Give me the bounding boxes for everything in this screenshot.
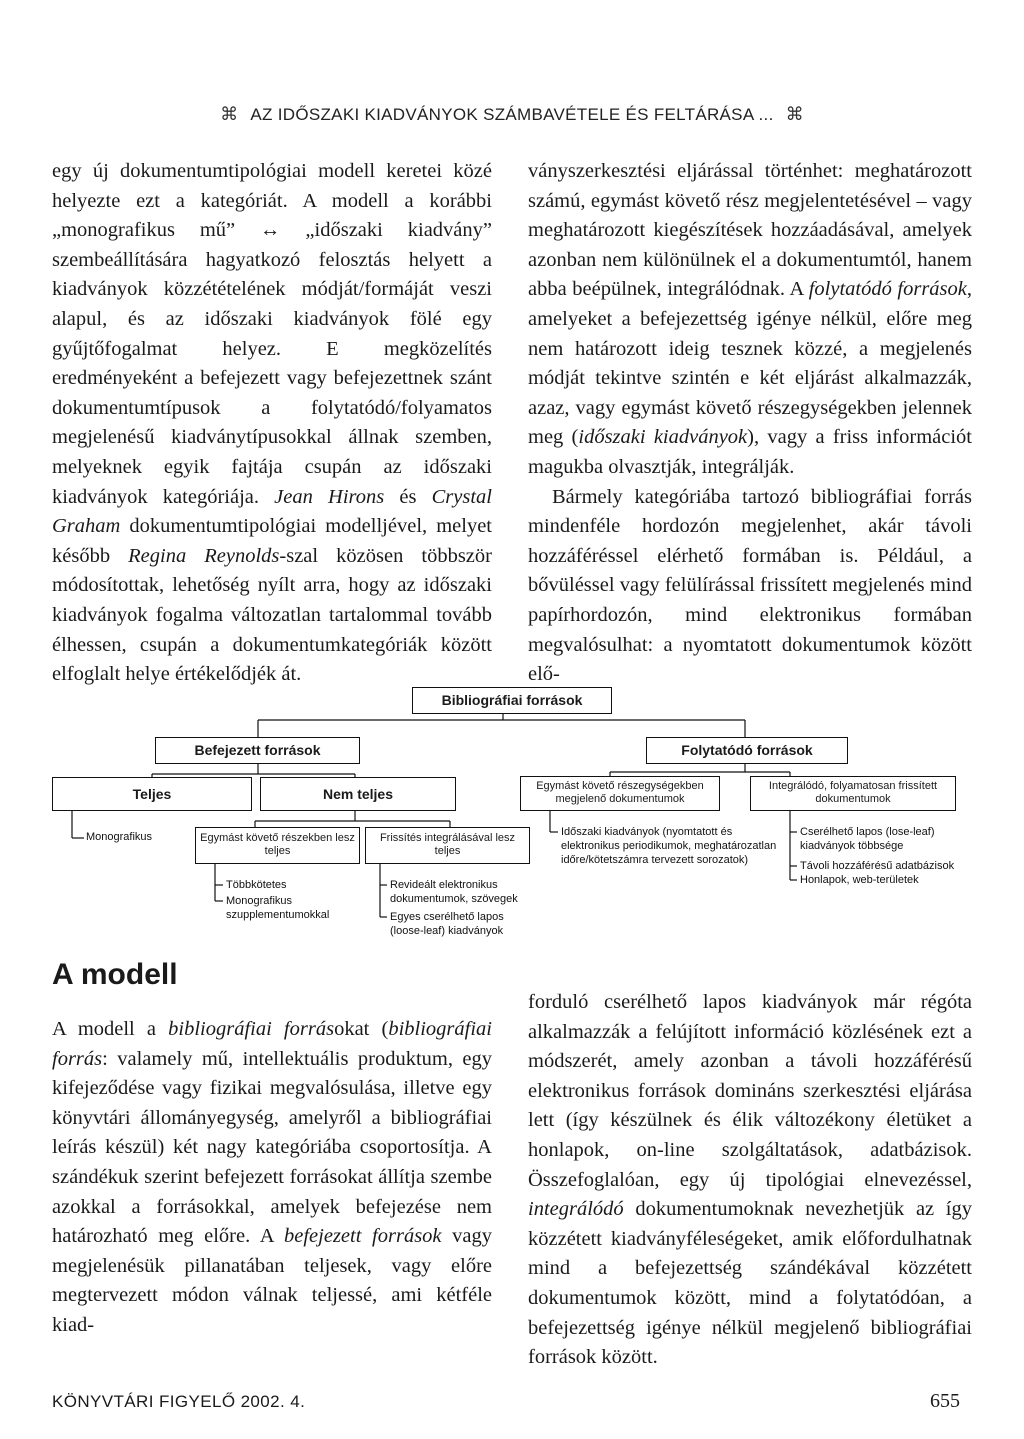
diagram-label-cserelheto: Cserélhető lapos (lose-leaf) kiadványok többsége	[800, 826, 935, 852]
body-column-bottom-left	[52, 1015, 492, 1341]
diagram-label-revidealt: Revideált elektronikus dokumentumok, szövegek	[390, 879, 518, 905]
paragraph: A modell a bibliográfiai forrásokat (bibliográfiai forrás: valamely mű, intellektuális produktum, egy kifejeződése vagy fizikai megvalósulása, illetve egy könyvtári állományegység, amelyről a bibliográfiai leírás készül) két nagy kategóriába csoportosítja. A szándékuk szerint befejezett forrásokat állítja szembe azokkal a forrásokkal, amelyek befejezése nem határozható meg előre. A befejezett források vagy megjelenésük pillanatában teljesek, vagy előre megtervezett módon válnak teljessé, ami kétféle kiad-	[52, 1018, 492, 1336]
diagram-node-frissites-integr: Frissítés integrálásával lesz teljes	[365, 827, 530, 864]
body-column-bottom-right	[528, 988, 972, 1373]
typology-diagram	[40, 680, 1000, 940]
diagram-node-egymast-kovet-teljes: Egymást követő részekben lesz teljes	[195, 827, 360, 864]
diagram-node-nem-teljes: Nem teljes	[260, 777, 456, 811]
section-heading: A modell	[52, 958, 178, 991]
diagram-node-befejezett: Befejezett források	[155, 737, 360, 764]
diagram-label-tavoli: Távoli hozzáférésű adatbázisok	[800, 860, 955, 872]
paragraph: egy új dokumentumtipológiai modell keretei közé helyezte ezt a kategóriát. A modell a korábbi „monografikus mű” ↔ „időszaki kiadvány” szembeállítására hagyatkozó felosztás helyett a kiadványok közzétételének módját/formáját veszi alapul, és az időszaki kiadványok fölé egy gyűjtőfogalmat helyez. E megközelítés eredményeként a befejezett vagy befejezettnek szánt dokumentumtípusok a folytatódó/folyamatos megjelenésű kiadványtípusokkal állnak szemben, melyeknek egyik fajtája csupán az időszaki kiadványok kategóriája. Jean Hirons és Crystal Graham dokumentumtipológiai modelljével, melyet később Regina Reynolds-szal közösen többször módosítottak, lehetőség nyílt arra, hogy az időszaki kiadványok fogalma változatlan tartalommal tovább élhessen, csupán a dokumentumkategóriák között elfoglalt helye értékelődjék át.	[52, 160, 492, 686]
diagram-label-monografikus-szuppl: Monografikus szupplementumokkal	[226, 895, 330, 921]
diagram-label-loose-leaf: Egyes cserélhető lapos (loose-leaf) kiadványok	[390, 911, 504, 937]
diagram-node-root: Bibliográfiai források	[412, 687, 612, 714]
ornament-icon: ⌘	[220, 104, 239, 124]
running-head	[0, 104, 1024, 125]
ornament-icon: ⌘	[785, 104, 804, 124]
page-number: 655	[930, 1390, 960, 1412]
journal-footer: KÖNYVTÁRI FIGYELŐ 2002. 4.	[52, 1392, 306, 1411]
diagram-label-tobbkotetes: Többkötetes	[226, 879, 287, 891]
diagram-label-idoszaki: Időszaki kiadványok (nyomtatott és elektronikus periodikumok, meghatározatlan időre/kötetszámra tervezett sorozatok)	[561, 826, 777, 866]
paragraph: Bármely kategóriába tartozó bibliográfiai forrás mindenféle hordozón megjelenhet, akár távoli hozzáféréssel elérhető formában is. Például, a bővüléssel vagy felülírással frissített megjelenés mind papírhordozón, mind elektronikus formában megvalósulhat: a nyomtatott dokumentumok között elő-	[528, 485, 972, 686]
diagram-node-folytatodo: Folytatódó források	[646, 737, 848, 764]
body-column-top-right	[528, 157, 972, 690]
diagram-node-egymast-kovet: Egymást követő részegységekben megjelenő dokumentumok	[520, 776, 720, 811]
body-column-top-left	[52, 157, 492, 690]
paragraph: forduló cserélhető lapos kiadványok már régóta alkalmazzák a felújított információ közlésének ezt a módszerét, amely azonban a távoli hozzáférésű elektronikus források domináns szerkesztési eljárása lett (így készülnek és élik változékony életüket a honlapok, on-line szolgáltatások, adatbázisok. Összefoglalóan, egy új tipológiai elnevezéssel, integrálódó dokumentumoknak nevezhetjük az így közzétett kiadványféleségeket, amik előfordulhatnak mind a befejezettség szándékával közzétett dokumentumok között, mind a folytatódóan, a befejezettség igénye nélkül megjelenő bibliográfiai források között.	[528, 991, 972, 1369]
diagram-label-monografikus: Monografikus	[86, 831, 153, 843]
diagram-label-honlapok: Honlapok, web-területek	[800, 874, 919, 886]
diagram-node-integralodo: Integrálódó, folyamatosan frissített dokumentumok	[750, 776, 956, 811]
diagram-node-teljes: Teljes	[52, 777, 252, 811]
paragraph: ványszerkesztési eljárással történhet: meghatározott számú, egymást követő rész megjelentetésével – vagy meghatározott kiegészítések hozzáadásával, amelyek azonban nem különülnek el a dokumentumtól, hanem abba beépülnek, integrálódnak. A folytatódó források, amelyeket a befejezettség igénye nélkül, előre meg nem határozott ideig tesznek közzé, a megjelenés módját tekintve szintén e két eljárást alkalmazzák, azaz, vagy egymást követő részegységekben jelennek meg (időszaki kiadványok), vagy a friss információt magukba olvasztják, integrálják.	[528, 160, 972, 478]
running-head-text: AZ IDŐSZAKI KIADVÁNYOK SZÁMBAVÉTELE ÉS FELTÁRÁSA ...	[250, 105, 774, 124]
